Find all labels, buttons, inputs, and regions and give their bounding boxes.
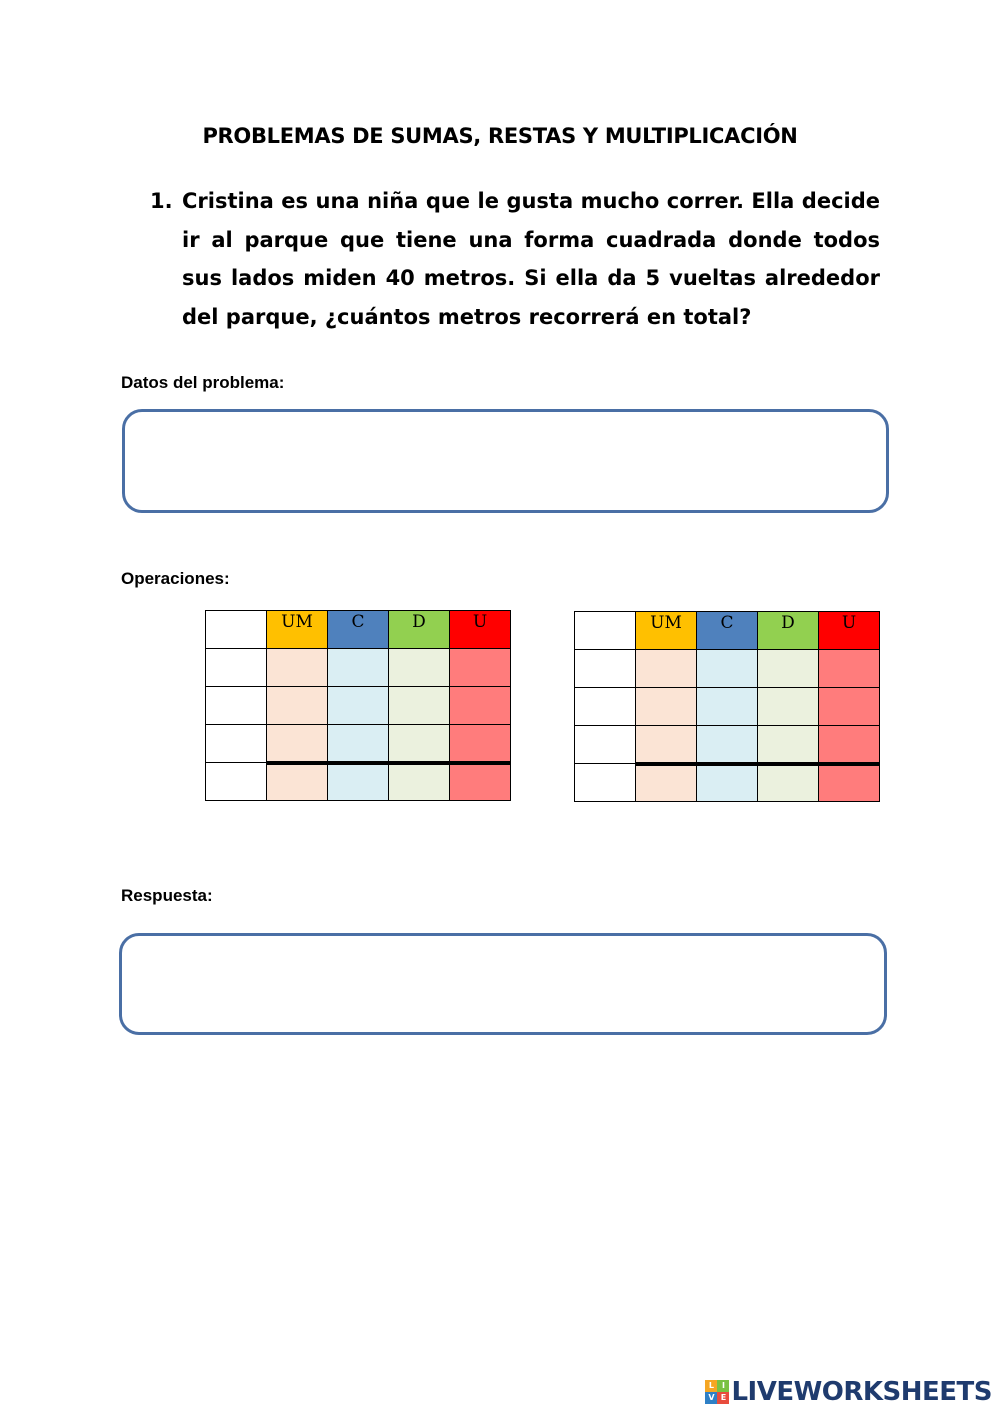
cell-d[interactable] xyxy=(389,687,450,725)
header-c: C xyxy=(328,611,389,649)
header-um: UM xyxy=(267,611,328,649)
problem-statement xyxy=(150,182,880,336)
cell-c[interactable] xyxy=(697,688,758,726)
cell-u[interactable] xyxy=(819,650,880,688)
row-label-cell[interactable] xyxy=(206,687,267,725)
row-label-cell[interactable] xyxy=(206,649,267,687)
cell-u[interactable] xyxy=(450,725,511,763)
cell-c[interactable] xyxy=(328,649,389,687)
result-cell-u[interactable] xyxy=(819,764,880,802)
header-d: D xyxy=(389,611,450,649)
result-cell-um[interactable] xyxy=(636,764,697,802)
cell-u[interactable] xyxy=(450,687,511,725)
result-cell-d[interactable] xyxy=(389,763,450,801)
datos-answer-box[interactable] xyxy=(122,409,889,513)
cell-u[interactable] xyxy=(819,688,880,726)
cell-d[interactable] xyxy=(758,650,819,688)
cell-um[interactable] xyxy=(267,725,328,763)
cell-um[interactable] xyxy=(636,650,697,688)
cell-um[interactable] xyxy=(636,726,697,764)
header-c: C xyxy=(697,612,758,650)
liveworksheets-logo xyxy=(705,1377,992,1407)
result-cell-c[interactable] xyxy=(697,764,758,802)
logo-text: LIVEWORKSHEETS xyxy=(731,1377,992,1407)
problem-number: 1. xyxy=(150,189,173,213)
datos-label: Datos del problema: xyxy=(121,373,285,392)
header-um: UM xyxy=(636,612,697,650)
operaciones-label: Operaciones: xyxy=(121,569,230,588)
row-label-cell[interactable] xyxy=(575,612,636,650)
cell-um[interactable] xyxy=(267,649,328,687)
cell-c[interactable] xyxy=(697,726,758,764)
cell-d[interactable] xyxy=(389,649,450,687)
logo-mark-icon: L I V E xyxy=(705,1380,729,1404)
header-u: U xyxy=(819,612,880,650)
row-label-cell[interactable] xyxy=(575,688,636,726)
row-label-cell[interactable] xyxy=(575,726,636,764)
cell-c[interactable] xyxy=(328,725,389,763)
cell-d[interactable] xyxy=(758,726,819,764)
cell-um[interactable] xyxy=(267,687,328,725)
cell-c[interactable] xyxy=(697,650,758,688)
cell-c[interactable] xyxy=(328,687,389,725)
result-cell-c[interactable] xyxy=(328,763,389,801)
header-d: D xyxy=(758,612,819,650)
place-value-table-right xyxy=(574,611,880,802)
respuesta-answer-box[interactable] xyxy=(119,933,887,1035)
page-title: PROBLEMAS DE SUMAS, RESTAS Y MULTIPLICACIÓN xyxy=(202,124,798,148)
cell-u[interactable] xyxy=(450,649,511,687)
problem-text: Cristina es una niña que le gusta mucho correr. Ella decide ir al parque que tiene una forma cuadrada donde todos sus lados miden 40 metros. Si ella da 5 vueltas alrededor del parque, ¿cuántos metros recorrerá en total? xyxy=(182,189,880,329)
result-cell-u[interactable] xyxy=(450,763,511,801)
header-u: U xyxy=(450,611,511,649)
result-cell-d[interactable] xyxy=(758,764,819,802)
respuesta-label: Respuesta: xyxy=(121,886,213,905)
row-label-cell[interactable] xyxy=(575,764,636,802)
result-cell-um[interactable] xyxy=(267,763,328,801)
row-label-cell[interactable] xyxy=(575,650,636,688)
row-label-cell[interactable] xyxy=(206,611,267,649)
cell-d[interactable] xyxy=(389,725,450,763)
cell-u[interactable] xyxy=(819,726,880,764)
place-value-table-left xyxy=(205,610,511,801)
cell-d[interactable] xyxy=(758,688,819,726)
row-label-cell[interactable] xyxy=(206,725,267,763)
row-label-cell[interactable] xyxy=(206,763,267,801)
cell-um[interactable] xyxy=(636,688,697,726)
